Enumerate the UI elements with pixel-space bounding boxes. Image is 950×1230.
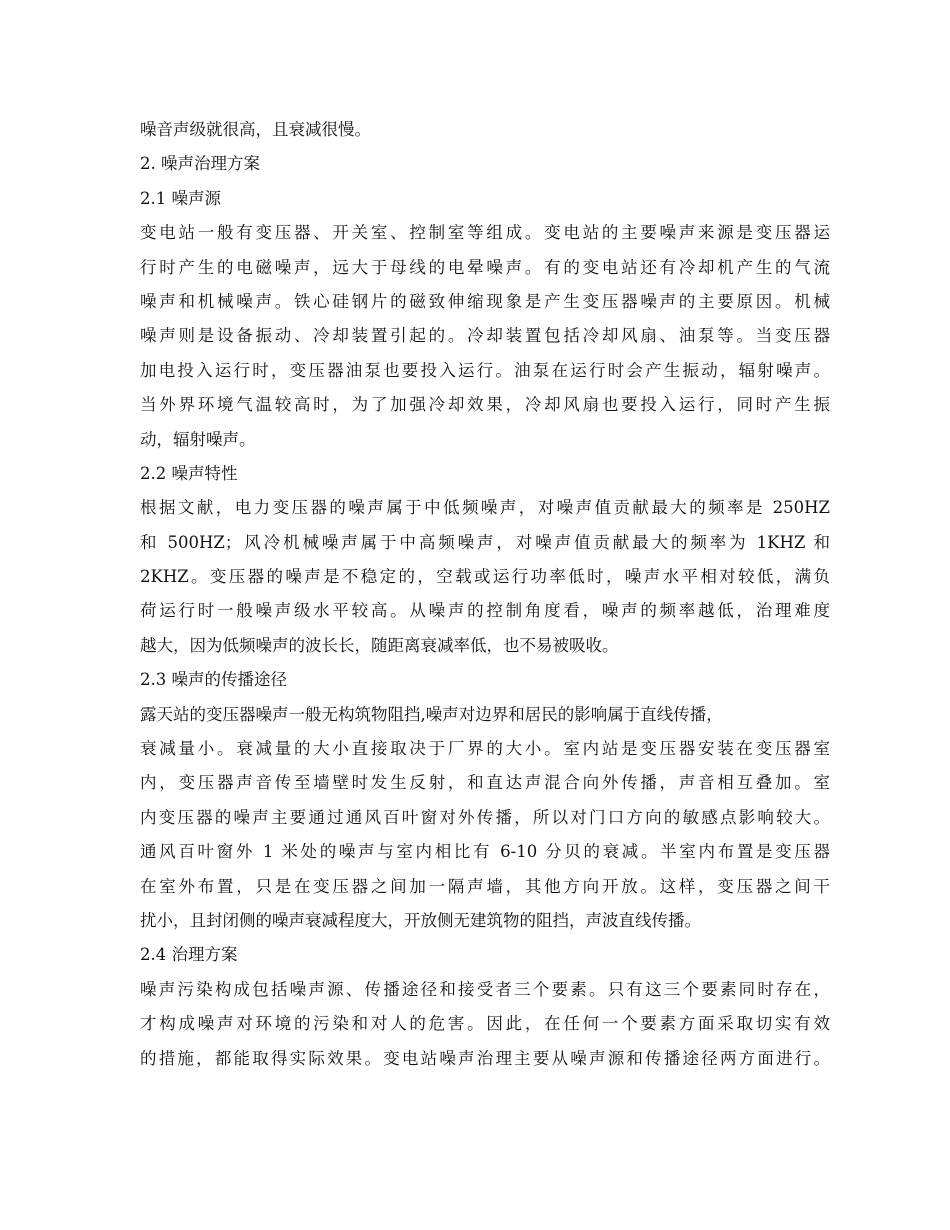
- text-line: 动，辐射噪声。: [140, 429, 256, 449]
- text-line: 通风百叶窗外 1 米处的噪声与室内相比有 6-10 分贝的衰减。半室内布置是变压器: [140, 842, 830, 862]
- text-line: 露天站的变压器噪声一般无构筑物阻挡,噪声对边界和居民的影响属于直线传播，: [140, 704, 723, 724]
- text-line: 荷运行时一般噪声级水平较高。从噪声的控制角度看，噪声的频率越低，治理难度: [140, 601, 830, 621]
- text-line: 变电站一般有变压器、开关室、控制室等组成。变电站的主要噪声来源是变压器运: [140, 223, 830, 243]
- document-body: [140, 113, 830, 1076]
- text-line: 噪声污染构成包括噪声源、传播途径和接受者三个要素。只有这三个要素同时存在，: [140, 979, 830, 999]
- text-line: 和 500HZ；风冷机械噪声属于中高频噪声，对噪声值贡献最大的频率为 1KHZ 和: [140, 532, 830, 552]
- text-line: 在室外布置，只是在变压器之间加一隔声墙，其他方向开放。这样，变压器之间干: [140, 876, 830, 896]
- text-line: 噪声和机械噪声。铁心硅钢片的磁致伸缩现象是产生变压器噪声的主要原因。机械: [140, 291, 830, 311]
- subsection-heading-2-2: 2.2 噪声特性: [140, 463, 238, 483]
- text-line: 内，变压器声音传至墙壁时发生反射，和直达声混合向外传播，声音相互叠加。室: [140, 773, 830, 793]
- subsection-heading-2-1: 2.1 噪声源: [140, 188, 221, 208]
- text-line: 噪音声级就很高，且衰减很慢。: [140, 120, 371, 139]
- subsection-heading-2-4: 2.4 治理方案: [140, 945, 238, 965]
- subsection-heading-2-3: 2.3 噪声的传播途径: [140, 670, 287, 690]
- text-line: 衰减量小。衰减量的大小直接取决于厂界的大小。室内站是变压器安装在变压器室: [140, 739, 830, 759]
- text-line: 当外界环境气温较高时，为了加强冷却效果，冷却风扇也要投入运行，同时产生振: [140, 395, 830, 415]
- text-line: 的措施，都能取得实际效果。变电站噪声治理主要从噪声源和传播途径两方面进行。: [140, 1048, 830, 1068]
- section-heading-2: 2. 噪声治理方案: [140, 154, 260, 174]
- text-line: 噪声则是设备振动、冷却装置引起的。冷却装置包括冷却风扇、油泵等。当变压器: [140, 326, 830, 346]
- text-line: 行时产生的电磁噪声，远大于母线的电晕噪声。有的变电站还有冷却机产生的气流: [140, 257, 830, 277]
- text-line: 根据文献，电力变压器的噪声属于中低频噪声，对噪声值贡献最大的频率是 250HZ: [140, 498, 830, 518]
- text-line: 2KHZ。变压器的噪声是不稳定的，空载或运行功率低时，噪声水平相对较低，满负: [140, 567, 830, 587]
- text-line: 内变压器的噪声主要通过通风百叶窗对外传播，所以对门口方向的敏感点影响较大。: [140, 807, 830, 827]
- text-line: 扰小，且封闭侧的噪声衰减程度大，开放侧无建筑物的阻挡，声波直线传播。: [140, 910, 701, 930]
- text-line: 才构成噪声对环境的污染和对人的危害。因此，在任何一个要素方面采取切实有效: [140, 1014, 830, 1034]
- text-line: 加电投入运行时，变压器油泵也要投入运行。油泵在运行时会产生振动，辐射噪声。: [140, 360, 830, 380]
- text-line: 越大，因为低频噪声的波长长，随距离衰减率低，也不易被吸收。: [140, 635, 619, 655]
